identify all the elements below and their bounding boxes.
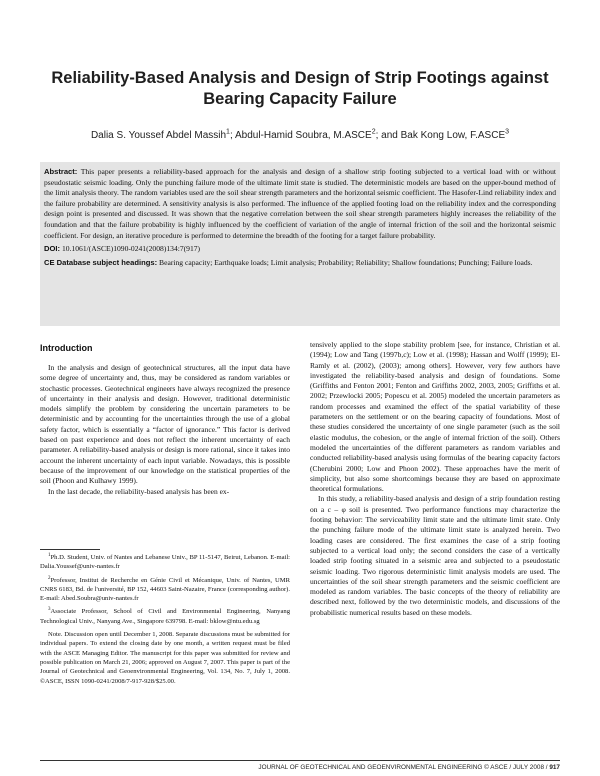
doi-value[interactable]: 10.1061/(ASCE)1090-0241(2008)134:7(917) (61, 244, 201, 254)
abstract-box (40, 162, 560, 326)
author-1: Dalia S. Youssef Abdel Massih (90, 130, 227, 141)
abstract-label: Abstract: (44, 167, 78, 176)
footnote-1-mark: 1 (48, 552, 51, 558)
section-heading-introduction: Introduction (40, 343, 93, 353)
subject-headings-label: CE Database subject headings: (44, 258, 158, 268)
right-paragraph-2: In this study, a reliability-based analysis and design of a strip foundation resting on a c – φ soil is presented. Two performance functions may characterize the footing behavior: The serviceability limit state and the ultimate limit state. Only the punching failure mode of the ultimate limit state is analyzed herein. Two loading cases are considered. The first examines the case of a strip footing subjected to a vertical load only; the second considers the case of a vertically loaded strip footing situated in a seismic area and subjected to a pseudostatic seismic loading. Two rigorous deterministic limit analysis models are used. The uncertainties of the soil shear strength parameters and the seismic coefficient are modeled as random variables. The basic concepts of the theory of reliability are described next, followed by the two deterministic models, and discussions of the probabilistic numerical results based on these models. (310, 494, 560, 617)
footer-divider (40, 760, 560, 761)
author-2: ; Abdul-Hamid Soubra, M.ASCE (229, 130, 372, 141)
footnote-3-mark: 3 (48, 607, 51, 613)
paper-title: Reliability-Based Analysis and Design of Strip Footings against Bearing Capacity Failure (51, 69, 549, 108)
footnote-3 (40, 607, 290, 626)
footnote-divider (40, 549, 100, 550)
doi-label: DOI: (44, 244, 61, 254)
author-3: ; and Bak Kong Low, F.ASCE (375, 130, 506, 141)
right-column (310, 340, 560, 618)
footnote-3-text: Associate Professor, School of Civil and Environmental Engineering, Nanyang Technological Univ., Nanyang Ave., Singapore 639798. E-mail: bklow@ntu.edu.sg (40, 608, 290, 625)
intro-paragraph-2: In the last decade, the reliability-based analysis has been ex- (48, 486, 230, 496)
footnotes (40, 553, 290, 690)
footnote-2-mark: 2 (48, 575, 51, 581)
author-3-affiliation-mark: 3 (505, 128, 510, 136)
right-paragraph-1: tensively applied to the slope stability problem [see, for instance, Christian et al. (1994); Low and Tang (1997b,c); Low et al. (1998); Hassan and Wolff (1999); El-Ramly et al. (2002), (2003); among others]. However, very few authors have investigated the reliability-based analysis and design of foundations. Some (Griffiths and Fenton 2001; Fenton and Griffiths 2002, 2003, 2005; Griffiths et al. 2002; Przewlocki 2005; Popescu et al. 2005) modeled the uncertain parameters as random processes and examined the effect of the spatial variability of these parameters on the settlement or on the bearing capacity of foundations. Most of these studies considered the uncertainty of one single parameter (such as the soil elastic modulus, the cohesion, or the angle of internal friction of the soil). Others modeled the uncertainties of the different parameters as random variables and conducted reliability-based analysis using formulas of the bearing capacity factors (Cherubini 2000; Low and Phoon 2002). These approaches have the merit of simplicity, but also some shortcomings because they are based on approximate theoretical formulations. (310, 340, 560, 494)
footnote-1-text: Ph.D. Student, Univ. of Nantes and Lebanese Univ., BP 11-5147, Beirut, Lebanon. E-mail: Dalia.Youssef@univ-nantes.fr (40, 554, 290, 571)
abstract-text: This paper presents a reliability-based approach for the analysis and design of a shallow strip footing subjected to a vertical load with or without pseudostatic seismic loading. Only the punching failure mode of the ultimate limit state is studied. The deterministic models are based on the upper-bound method of the limit analysis theory. The random variables used are the soil shear strength parameters and the horizontal seismic coefficient. The Hasofer-Lind reliability index and the failure probability are determined. A sensitivity analysis is also performed. The influence of the applied footing load on the reliability index and the corresponding design point is presented and discussed. It was shown that the negative correlation between the soil shear strength parameters highly increases the reliability of the foundation and that the failure probability is highly influenced by the coefficient of variation of the angle of internal friction of the soil and the horizontal seismic coefficient. For design, an iterative procedure is performed to determine the breadth of the footing for a target failure probability. (44, 167, 557, 240)
doi-line (44, 244, 556, 254)
page-number: 917 (549, 764, 560, 771)
page-footer (258, 764, 560, 771)
discussion-note: Note. Discussion open until December 1, 2008. Separate discussions must be submitted for individual papers. To extend the closing date by one month, a written request must be filed with the ASCE Managing Editor. The manuscript for this paper was submitted for review and possible publication on March 21, 2006; approved on August 7, 2007. This paper is part of the Journal of Geotechnical and Geoenvironmental Engineering, Vol. 134, No. 7, July 1, 2008. ©ASCE, ISSN 1090-0241/2008/7-917-928/$25.00. (40, 631, 290, 685)
left-column (40, 343, 290, 497)
subject-headings (44, 258, 556, 269)
author-2-affiliation-mark: 2 (371, 128, 376, 136)
footnote-1 (40, 553, 290, 572)
footnote-2-text: Professor, Institut de Recherche en Génie Civil et Mécanique, Univ. of Nantes, UMR CNRS 6183, Bd. de l'université, BP 152, 44603 Saint-Nazaire, France (corresponding author). E-mail: Abed.Soubra@univ-nantes.fr (40, 576, 290, 603)
intro-paragraph-1: In the analysis and design of geotechnical structures, all the input data have some degree of uncertainty and, thus, may be considered as random variables or stochastic processes. Geotechnical engineers have always recognized the presence of uncertainty in their analysis and design. However, traditional deterministic models simplify the problem by considering the uncertain parameters to be deterministic and by accounting for the uncertainties through the use of a global safety factor, which is essentially a “factor of ignorance.” This factor is derived based on past experience and does not reflect the inherent uncertainty of each parameter. A reliability-based analysis or design is more rational, since it takes into account the inherent uncertainty of each input variable. Nowadays, this is possible because of the improvement of our knowledge on the statistical properties of the soil (Phoon and Kulhawy 1999). (40, 363, 290, 486)
footer-journal: JOURNAL OF GEOTECHNICAL AND GEOENVIRONMENTAL ENGINEERING © ASCE / JULY 2008 / (258, 764, 550, 771)
abstract (44, 167, 556, 241)
subject-headings-value: Bearing capacity; Earthquake loads; Limit analysis; Probability; Reliability; Shallow foundations; Punching; Failure loads. (159, 258, 533, 268)
author-1-affiliation-mark: 1 (226, 128, 230, 136)
author-line (40, 130, 560, 141)
footnote-2 (40, 576, 290, 604)
